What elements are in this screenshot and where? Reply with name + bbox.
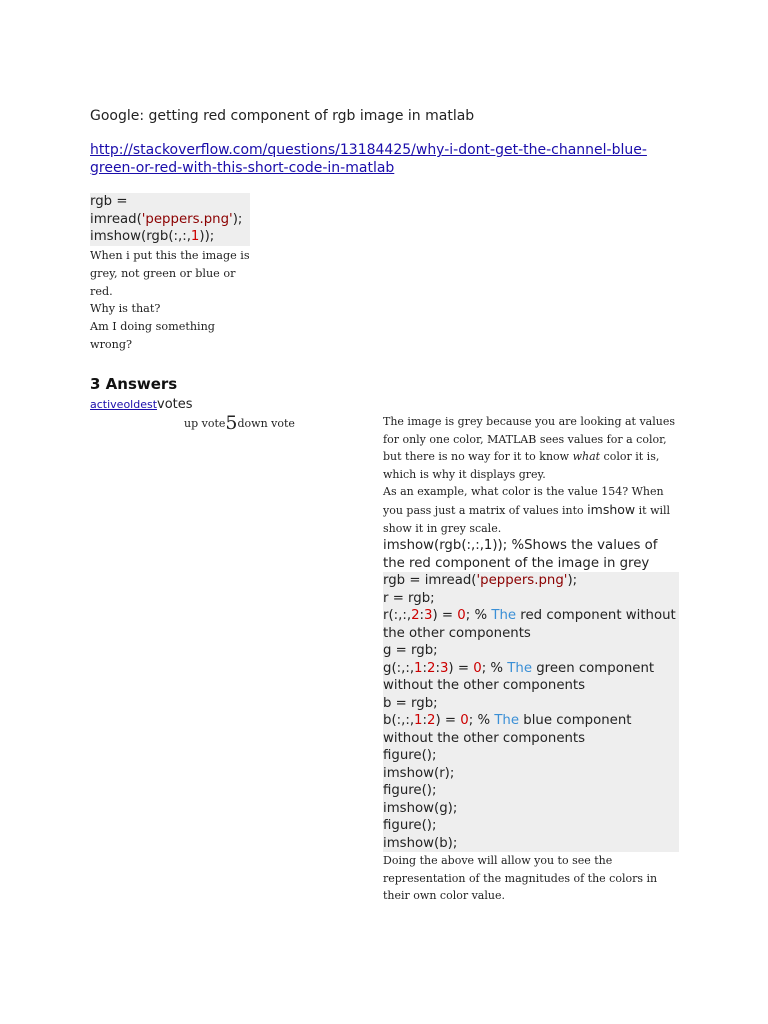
code-token: b = rgb; bbox=[383, 695, 438, 711]
code-token: figure(); bbox=[383, 818, 437, 834]
code-token: g = rgb; bbox=[383, 643, 438, 659]
answer-emphasis: what bbox=[572, 450, 601, 464]
code-token: imshow(b); bbox=[383, 835, 458, 851]
code-token: blue component without the other components bbox=[383, 713, 632, 746]
answer-paragraph-1 bbox=[383, 413, 679, 483]
answer-code-block bbox=[383, 572, 679, 852]
code-token: figure(); bbox=[383, 748, 437, 764]
page-heading: Google: getting red component of rgb image in matlab bbox=[90, 108, 475, 124]
code-line bbox=[383, 712, 679, 747]
code-token: r(:,:, bbox=[383, 608, 412, 624]
question-text bbox=[90, 247, 255, 354]
code-line bbox=[383, 835, 679, 853]
question-line: wrong? bbox=[90, 337, 133, 351]
code-line bbox=[90, 193, 250, 211]
code-line bbox=[383, 607, 679, 642]
code-token: imshow(r); bbox=[383, 765, 455, 781]
down-vote-button[interactable]: down vote bbox=[237, 417, 295, 430]
answer-paragraph-2 bbox=[383, 483, 679, 537]
code-token: The bbox=[494, 713, 520, 729]
code-token: 2 bbox=[411, 608, 420, 624]
code-token: 1 bbox=[190, 229, 200, 244]
up-vote-button[interactable]: up vote bbox=[184, 417, 226, 430]
code-token: The bbox=[491, 608, 517, 624]
code-token: : bbox=[419, 608, 425, 624]
answer-sort-tabs bbox=[90, 397, 193, 412]
code-token: green component without the other components bbox=[383, 660, 655, 694]
code-token: 3 bbox=[439, 660, 449, 676]
code-line bbox=[383, 572, 679, 590]
code-line bbox=[383, 660, 679, 695]
code-token: r = rgb; bbox=[383, 590, 435, 606]
inline-code: imshow bbox=[587, 501, 636, 517]
code-token: 1 bbox=[414, 713, 423, 729]
code-token: 'peppers.png' bbox=[476, 573, 568, 589]
tab-active[interactable]: active bbox=[90, 398, 124, 411]
answer-text: The image is grey because you are looking at values for only one color, MATLAB sees values for a color, but there is no way for it to know bbox=[383, 415, 675, 464]
code-token: imshow(rgb(:,:, bbox=[90, 229, 191, 244]
question-line: When i put this the image is bbox=[90, 249, 250, 262]
code-token: imshow(g); bbox=[383, 800, 458, 816]
code-token: 0 bbox=[460, 713, 469, 729]
code-token: b(:,:, bbox=[383, 713, 415, 729]
tab-votes[interactable]: votes bbox=[157, 397, 193, 412]
tab-oldest[interactable]: oldest bbox=[123, 398, 158, 411]
code-token: ) = bbox=[448, 660, 474, 676]
code-token: : bbox=[422, 660, 427, 676]
code-token: 2 bbox=[427, 713, 436, 729]
code-token: ); bbox=[567, 573, 578, 589]
answer-body bbox=[383, 413, 679, 905]
code-token: rgb = imread( bbox=[383, 573, 477, 589]
code-token: 0 bbox=[457, 608, 466, 624]
code-line bbox=[383, 747, 679, 765]
code-token: ) = bbox=[435, 713, 461, 729]
question-line: Why is that? bbox=[90, 302, 161, 316]
answer-text: it will show it in grey scale. bbox=[383, 503, 671, 535]
code-token: g(:,:, bbox=[383, 660, 415, 676]
code-token: 2 bbox=[427, 660, 436, 676]
code-token: ; % bbox=[468, 713, 495, 729]
code-token: : bbox=[422, 713, 427, 729]
stackoverflow-link[interactable]: http://stackoverflow.com/questions/13184425/why-i-dont-get-the-channel-blue-green-or-red-with-this-short-code-in-matlab bbox=[90, 142, 647, 176]
code-line bbox=[383, 800, 679, 818]
code-token: imread( bbox=[90, 211, 142, 227]
answer-text: As an example, what color is the value 154? When you pass just a matrix of values into bbox=[383, 485, 664, 517]
code-token: ; % bbox=[465, 608, 492, 624]
code-token: The bbox=[507, 660, 532, 676]
code-line bbox=[383, 782, 679, 800]
code-token: 3 bbox=[424, 608, 433, 624]
code-line bbox=[90, 211, 250, 229]
question-line: grey, not green or blue or red. bbox=[90, 266, 236, 298]
answer-inline-code-line: imshow(rgb(:,:,1)); %Shows the values of the red component of the image in grey bbox=[383, 538, 658, 571]
code-line bbox=[383, 695, 679, 713]
code-token: ); bbox=[232, 211, 243, 227]
code-token: )); bbox=[199, 229, 215, 244]
question-code-block bbox=[90, 193, 250, 246]
question-line: Am I doing something bbox=[90, 320, 215, 334]
answers-count-heading: 3 Answers bbox=[90, 375, 178, 393]
code-token: figure(); bbox=[383, 783, 437, 799]
answer-text: color it is, which is why it displays grey. bbox=[383, 450, 660, 481]
code-line bbox=[90, 228, 250, 246]
code-token: red component without the other components bbox=[383, 608, 676, 641]
code-line bbox=[383, 817, 679, 835]
code-token: ; % bbox=[481, 660, 508, 676]
vote-count: 5 bbox=[225, 412, 238, 434]
code-token: : bbox=[435, 660, 440, 676]
code-line bbox=[383, 590, 679, 608]
code-token: 0 bbox=[473, 660, 482, 676]
code-token: rgb = bbox=[90, 194, 128, 209]
code-token: 1 bbox=[414, 660, 423, 676]
code-token: 'peppers.png' bbox=[141, 211, 233, 227]
answer-paragraph-3: Doing the above will allow you to see the representation of the magnitudes of the colors in their own color value. bbox=[383, 854, 658, 903]
code-token: ) = bbox=[432, 608, 458, 624]
code-line bbox=[383, 765, 679, 783]
vote-box bbox=[184, 414, 295, 433]
code-line bbox=[383, 642, 679, 660]
